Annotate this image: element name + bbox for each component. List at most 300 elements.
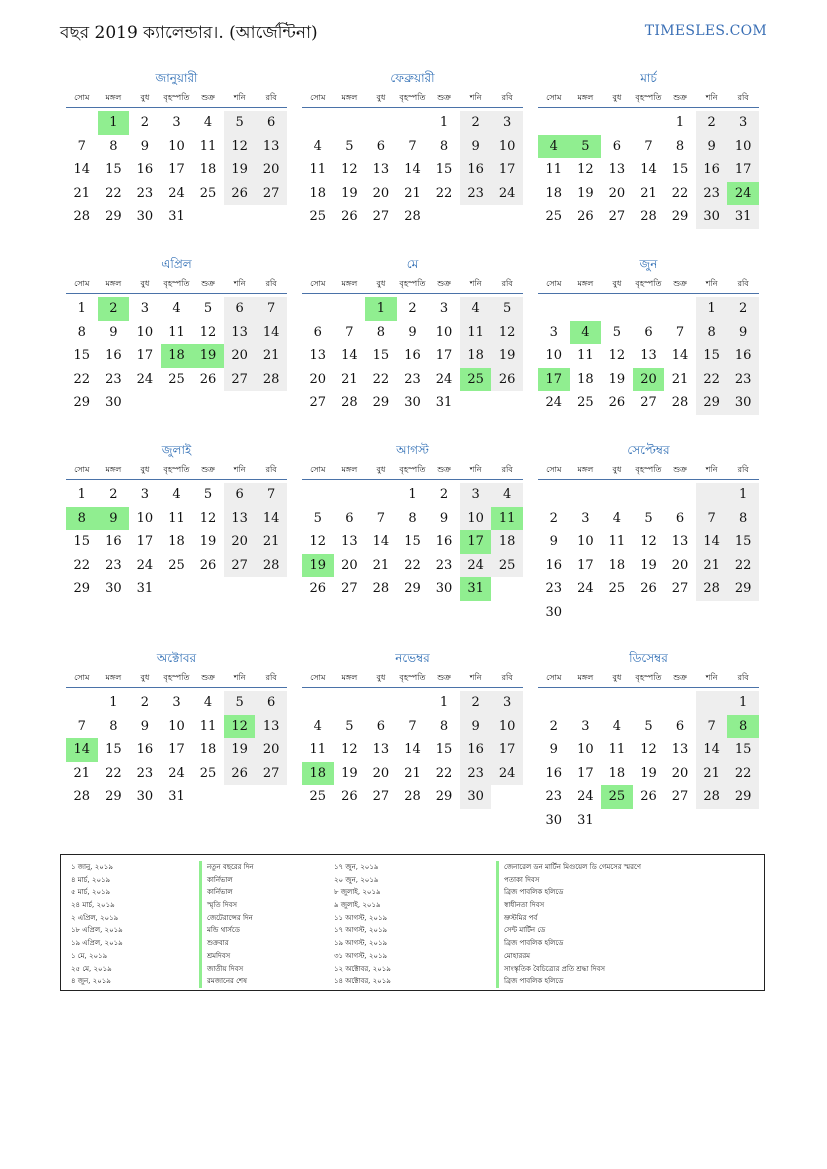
weekday-label: শনি <box>233 93 246 102</box>
day-cell: 3 <box>491 111 523 135</box>
weekday-label: শনি <box>469 93 482 102</box>
day-cell: 2 <box>727 297 759 321</box>
day-cell: 22 <box>696 368 728 392</box>
day-cell: 19 <box>341 185 358 201</box>
day-cell: 28 <box>73 209 91 224</box>
day-cell: 4 <box>612 718 622 734</box>
day-grid <box>66 483 287 601</box>
holiday-date: ২৫ মে, ২০১৯ <box>71 964 112 973</box>
day-cell: 26 <box>640 789 657 804</box>
day-cell: 10 <box>168 138 185 154</box>
weekday-label: মঙ্গল <box>577 279 594 288</box>
day-cell: 24 <box>460 554 492 578</box>
day-cell: 15 <box>105 162 122 177</box>
day-cell: 12 <box>640 534 657 549</box>
day-cell: 21 <box>696 554 728 578</box>
day-cell: 24 <box>491 762 523 786</box>
day-cell: 27 <box>671 789 689 804</box>
empty-cell <box>696 483 728 507</box>
holiday-name: ব্রিজ পাবলিক হলিডে <box>496 975 641 988</box>
day-cell: 23 <box>696 182 728 206</box>
weekday-label: বুধ <box>376 673 386 682</box>
day-cell: 14 <box>73 162 91 177</box>
day-cell: 28 <box>696 785 728 809</box>
day-cell: 7 <box>696 715 728 739</box>
holiday-name: মোহাররম <box>496 950 641 963</box>
day-cell: 13 <box>640 348 657 363</box>
day-cell: 17 <box>435 348 453 363</box>
day-cell: 22 <box>73 557 91 573</box>
day-cell: 7 <box>696 507 728 531</box>
day-grid <box>538 111 759 229</box>
day-cell: 7 <box>77 138 86 154</box>
day-cell: 18 <box>168 534 185 549</box>
empty-cell <box>365 483 397 507</box>
day-cell: 8 <box>66 507 98 531</box>
day-cell: 20 <box>255 158 287 182</box>
day-cell: 21 <box>696 762 728 786</box>
weekday-header <box>66 88 287 108</box>
day-cell: 11 <box>577 348 594 363</box>
day-cell: 9 <box>439 510 449 526</box>
day-cell: 30 <box>545 812 563 828</box>
day-cell: 24 <box>491 182 523 206</box>
day-cell: 1 <box>98 111 130 135</box>
holiday-date: ৩১ আগস্ট, ২০১৯ <box>334 951 388 960</box>
day-cell: 9 <box>549 742 558 757</box>
day-cell: 16 <box>136 162 154 177</box>
day-cell: 6 <box>255 111 287 135</box>
day-cell: 5 <box>345 138 354 154</box>
day-cell: 30 <box>105 395 122 410</box>
day-cell: 13 <box>671 534 689 549</box>
empty-cell <box>570 483 602 507</box>
empty-cell <box>633 483 665 507</box>
day-cell: 17 <box>460 530 492 554</box>
day-cell: 8 <box>77 324 86 340</box>
day-cell: 28 <box>372 581 390 596</box>
weekday-label: রবি <box>265 465 277 474</box>
day-cell: 8 <box>727 715 759 739</box>
day-cell: 16 <box>105 534 122 549</box>
weekday-label: বৃহস্পতি <box>163 93 190 102</box>
day-cell: 7 <box>408 138 417 154</box>
day-cell: 2 <box>140 115 150 130</box>
day-cell: 17 <box>491 158 523 182</box>
day-cell: 27 <box>640 395 657 410</box>
day-cell: 2 <box>140 695 150 710</box>
weekday-header <box>66 460 287 480</box>
day-cell: 5 <box>224 691 256 715</box>
weekday-header <box>538 460 759 480</box>
weekday-label: শুক্র <box>201 673 215 682</box>
day-cell: 14 <box>696 738 728 762</box>
day-cell: 11 <box>545 162 563 177</box>
day-cell: 10 <box>460 507 492 531</box>
day-cell: 3 <box>491 691 523 715</box>
month-4 <box>66 254 287 415</box>
day-cell: 19 <box>640 557 657 573</box>
weekday-header <box>302 274 523 294</box>
day-cell: 16 <box>136 742 154 757</box>
day-cell: 20 <box>671 765 689 781</box>
site-link[interactable]: TIMESLES.COM <box>644 23 767 39</box>
day-cell: 9 <box>460 135 492 159</box>
day-cell: 26 <box>577 209 594 224</box>
day-cell: 13 <box>309 348 327 363</box>
weekday-label: শনি <box>469 465 482 474</box>
day-cell: 27 <box>372 789 390 804</box>
day-cell: 26 <box>224 762 256 786</box>
day-cell: 29 <box>372 395 390 410</box>
day-cell: 8 <box>376 324 386 340</box>
day-cell: 2 <box>408 301 417 316</box>
holiday-name: কার্নিভাল <box>199 886 254 899</box>
day-cell: 6 <box>675 718 685 734</box>
holiday-name: শুক্রবার <box>199 937 254 950</box>
day-cell: 4 <box>172 301 181 316</box>
page-title: বছর 2019 ক্যালেন্ডার।. (আর্জেন্টিনা) <box>60 23 318 43</box>
day-cell: 12 <box>224 715 256 739</box>
day-cell: 14 <box>255 507 287 531</box>
day-cell: 30 <box>460 785 492 809</box>
day-cell: 1 <box>675 115 685 130</box>
day-cell: 28 <box>255 368 287 392</box>
day-cell: 28 <box>404 209 421 224</box>
day-cell: 24 <box>136 557 154 573</box>
day-cell: 13 <box>255 135 287 159</box>
day-cell: 21 <box>255 344 287 368</box>
day-cell: 17 <box>538 368 570 392</box>
day-cell: 6 <box>675 510 685 526</box>
empty-cell <box>601 691 633 715</box>
day-cell: 1 <box>365 297 397 321</box>
day-cell: 11 <box>168 324 185 340</box>
day-cell: 15 <box>73 534 91 549</box>
day-cell: 8 <box>696 321 728 345</box>
day-cell: 19 <box>224 158 256 182</box>
holiday-name: পতাকা দিবস <box>496 874 641 887</box>
day-cell: 18 <box>302 762 334 786</box>
day-cell: 12 <box>341 162 358 177</box>
day-cell: 19 <box>224 738 256 762</box>
empty-cell <box>334 297 366 321</box>
day-cell: 6 <box>255 691 287 715</box>
weekday-label: বুধ <box>376 93 386 102</box>
day-cell: 5 <box>203 487 213 502</box>
weekday-header <box>538 88 759 108</box>
weekday-label: রবি <box>501 279 513 288</box>
day-cell: 20 <box>224 530 256 554</box>
day-cell: 27 <box>671 581 689 596</box>
weekday-label: মঙ্গল <box>577 465 594 474</box>
day-cell: 27 <box>255 182 287 206</box>
day-cell: 28 <box>341 395 358 410</box>
day-cell: 5 <box>313 510 322 526</box>
day-cell: 31 <box>168 789 185 804</box>
holiday-date: ২৪ মার্চ, ২০১৯ <box>71 901 115 910</box>
day-cell: 3 <box>460 483 492 507</box>
day-cell: 23 <box>105 371 122 387</box>
day-cell: 1 <box>696 297 728 321</box>
day-cell: 23 <box>460 762 492 786</box>
day-cell: 22 <box>105 185 122 201</box>
weekday-label: শুক্র <box>673 465 687 474</box>
day-cell: 15 <box>435 162 453 177</box>
weekday-label: বুধ <box>140 465 150 474</box>
weekday-label: মঙ্গল <box>105 465 122 474</box>
day-cell: 19 <box>192 344 224 368</box>
day-cell: 19 <box>640 765 657 781</box>
month-9 <box>538 440 759 624</box>
day-cell: 17 <box>491 738 523 762</box>
day-cell: 9 <box>696 135 728 159</box>
empty-cell <box>696 691 728 715</box>
weekday-label: বৃহস্পতি <box>163 279 190 288</box>
day-cell: 15 <box>727 530 759 554</box>
day-cell: 4 <box>172 487 181 502</box>
day-cell: 15 <box>696 344 728 368</box>
day-cell: 8 <box>439 138 449 154</box>
day-cell: 25 <box>309 789 327 804</box>
weekday-label: রবি <box>737 279 749 288</box>
empty-cell <box>397 691 429 715</box>
day-cell: 9 <box>140 138 150 154</box>
holiday-dates-col-2 <box>334 861 391 988</box>
day-cell: 1 <box>77 301 86 316</box>
empty-cell <box>633 691 665 715</box>
day-cell: 10 <box>577 742 594 757</box>
weekday-label: মঙ্গল <box>105 279 122 288</box>
day-cell: 14 <box>66 738 98 762</box>
empty-cell <box>601 111 633 135</box>
day-cell: 10 <box>136 324 154 340</box>
day-cell: 18 <box>199 742 217 757</box>
day-cell: 6 <box>345 510 354 526</box>
day-grid <box>538 691 759 832</box>
weekday-header <box>538 668 759 688</box>
day-grid <box>538 297 759 415</box>
weekday-label: বুধ <box>612 279 622 288</box>
day-cell: 20 <box>309 371 327 387</box>
day-cell: 12 <box>199 510 217 526</box>
day-cell: 29 <box>671 209 689 224</box>
day-cell: 5 <box>203 301 213 316</box>
weekday-label: সোম <box>546 279 562 288</box>
day-cell: 8 <box>727 507 759 531</box>
day-cell: 27 <box>224 368 256 392</box>
holiday-date: ১ জানু, ২০১৯ <box>71 863 113 871</box>
month-name: সেপ্টেম্বর <box>627 443 670 457</box>
weekday-header <box>302 668 523 688</box>
weekday-label: সোম <box>74 465 90 474</box>
day-cell: 8 <box>109 718 118 734</box>
day-cell: 1 <box>109 695 118 710</box>
weekday-label: বৃহস্পতি <box>635 93 662 102</box>
weekday-label: শুক্র <box>437 93 451 102</box>
day-cell: 25 <box>168 371 185 387</box>
day-cell: 2 <box>439 487 449 502</box>
day-cell: 29 <box>73 395 91 410</box>
day-cell: 25 <box>309 209 327 224</box>
weekday-label: শনি <box>705 673 718 682</box>
day-cell: 24 <box>727 182 759 206</box>
weekday-label: শনি <box>233 279 246 288</box>
day-cell: 20 <box>372 185 390 201</box>
day-cell: 1 <box>77 487 86 502</box>
day-cell: 14 <box>404 742 421 757</box>
day-cell: 1 <box>408 487 417 502</box>
weekday-label: বৃহস্পতি <box>635 465 662 474</box>
holiday-date: ১৯ আগস্ট, ২০১৯ <box>334 939 388 948</box>
day-cell: 23 <box>727 368 759 392</box>
day-cell: 14 <box>671 348 689 363</box>
holiday-list <box>60 854 765 991</box>
day-cell: 21 <box>73 185 91 201</box>
weekday-label: শুক্র <box>673 673 687 682</box>
weekday-label: বৃহস্পতি <box>163 673 190 682</box>
day-grid <box>302 691 523 809</box>
day-cell: 19 <box>577 185 594 201</box>
day-cell: 30 <box>105 581 122 596</box>
day-cell: 13 <box>341 534 358 549</box>
day-cell: 25 <box>608 581 626 596</box>
weekday-label: বুধ <box>140 93 150 102</box>
weekday-label: বৃহস্পতি <box>399 465 426 474</box>
weekday-label: সোম <box>546 93 562 102</box>
day-cell: 23 <box>136 185 154 201</box>
day-cell: 26 <box>341 209 358 224</box>
day-cell: 3 <box>140 301 150 316</box>
day-cell: 22 <box>671 185 689 201</box>
day-cell: 29 <box>73 581 91 596</box>
day-cell: 30 <box>404 395 421 410</box>
day-cell: 17 <box>168 162 185 177</box>
month-2 <box>302 68 523 229</box>
weekday-label: সোম <box>74 279 90 288</box>
day-cell: 24 <box>168 765 185 781</box>
day-cell: 16 <box>105 348 122 363</box>
empty-cell <box>334 483 366 507</box>
weekday-label: শনি <box>705 465 718 474</box>
day-cell: 24 <box>168 185 185 201</box>
day-cell: 2 <box>460 691 492 715</box>
weekday-label: মঙ্গল <box>105 673 122 682</box>
empty-cell <box>538 297 570 321</box>
day-cell: 5 <box>491 297 523 321</box>
day-cell: 14 <box>255 321 287 345</box>
day-cell: 26 <box>199 371 217 387</box>
day-cell: 29 <box>105 789 122 804</box>
day-cell: 9 <box>109 324 118 340</box>
weekday-label: রবি <box>501 93 513 102</box>
weekday-label: সোম <box>310 279 326 288</box>
day-cell: 9 <box>460 715 492 739</box>
weekday-label: বুধ <box>140 279 150 288</box>
empty-cell <box>302 111 334 135</box>
day-cell: 19 <box>199 534 217 549</box>
holiday-name: স্মৃতি দিবস <box>199 899 254 912</box>
holiday-name: ব্রিজ পাবলিক হলিডে <box>496 886 641 899</box>
month-name: জুলাই <box>161 443 192 457</box>
month-name: মার্চ <box>640 71 657 85</box>
day-cell: 10 <box>168 718 185 734</box>
day-cell: 26 <box>309 581 327 596</box>
day-cell: 8 <box>408 510 417 526</box>
day-cell: 2 <box>696 111 728 135</box>
day-cell: 28 <box>696 577 728 601</box>
weekday-label: বুধ <box>612 465 622 474</box>
day-cell: 18 <box>460 344 492 368</box>
weekday-label: বৃহস্পতি <box>635 673 662 682</box>
day-cell: 31 <box>460 577 492 601</box>
day-cell: 19 <box>608 371 626 387</box>
day-grid <box>66 297 287 415</box>
holiday-names-col-2 <box>496 861 641 988</box>
weekday-label: বৃহস্পতি <box>399 93 426 102</box>
day-cell: 18 <box>577 371 594 387</box>
day-cell: 4 <box>203 115 213 130</box>
day-cell: 4 <box>491 483 523 507</box>
day-cell: 22 <box>435 765 453 781</box>
day-cell: 6 <box>376 718 386 734</box>
holiday-date: ১ মে, ২০১৯ <box>71 951 108 960</box>
day-cell: 29 <box>727 785 759 809</box>
weekday-label: বুধ <box>612 673 622 682</box>
day-grid <box>538 483 759 624</box>
day-cell: 3 <box>172 115 181 130</box>
day-cell: 25 <box>460 368 492 392</box>
day-cell: 6 <box>224 483 256 507</box>
day-cell: 25 <box>545 209 563 224</box>
weekday-header <box>66 274 287 294</box>
day-cell: 18 <box>491 530 523 554</box>
day-cell: 16 <box>404 348 421 363</box>
holiday-date: ২০ জুন, ২০১৯ <box>334 875 379 884</box>
day-cell: 12 <box>491 321 523 345</box>
day-cell: 10 <box>435 324 453 340</box>
day-cell: 30 <box>696 205 728 229</box>
day-cell: 30 <box>136 789 154 804</box>
day-cell: 26 <box>640 581 657 596</box>
day-cell: 16 <box>460 738 492 762</box>
day-cell: 4 <box>538 135 570 159</box>
month-6 <box>538 254 759 415</box>
weekday-label: সোম <box>310 465 326 474</box>
day-cell: 9 <box>549 534 558 549</box>
holiday-date: ৯ জুলাই, ২০১৯ <box>334 901 381 910</box>
weekday-label: সোম <box>546 465 562 474</box>
day-cell: 15 <box>372 348 390 363</box>
day-cell: 10 <box>727 135 759 159</box>
day-cell: 10 <box>491 135 523 159</box>
day-cell: 27 <box>224 554 256 578</box>
day-cell: 30 <box>545 604 563 620</box>
day-cell: 4 <box>612 510 622 526</box>
holiday-date: ১৪ অক্টোবর, ২০১৯ <box>334 977 391 986</box>
day-cell: 13 <box>608 162 626 177</box>
day-cell: 31 <box>727 205 759 229</box>
day-cell: 31 <box>435 395 453 410</box>
weekday-label: শনি <box>705 93 718 102</box>
weekday-label: সোম <box>74 673 90 682</box>
day-cell: 4 <box>570 321 602 345</box>
empty-cell <box>302 297 334 321</box>
holiday-date: ২ এপ্রিল, ২০১৯ <box>71 913 119 922</box>
day-cell: 11 <box>199 138 217 154</box>
day-grid <box>302 483 523 601</box>
month-1 <box>66 68 287 229</box>
